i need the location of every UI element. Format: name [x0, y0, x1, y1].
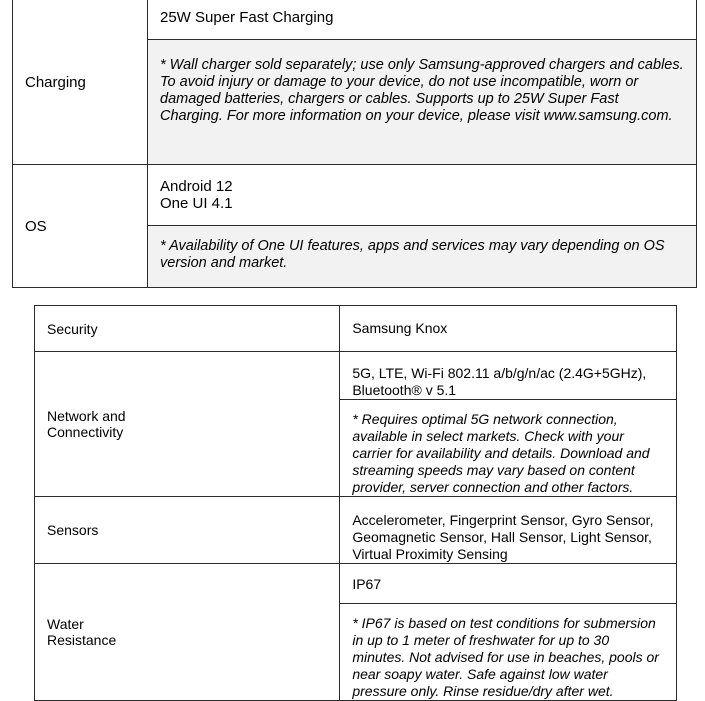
spec-label-line: Resistance — [47, 632, 117, 648]
spec-note-text: * Requires optimal 5G network connection, available in select markets. Check with your carrier for availability and details. Download and streaming speeds may vary based on content provider, server connection and other factors. — [352, 411, 650, 495]
spec-note-text: * IP67 is based on test conditions for submersion in up to 1 meter of freshwater for up to 30 minutes. Not advised for use in beaches, pools or near soapy water. Safe against low water pressure only. Rinse residue/dry after wet. — [352, 615, 659, 699]
spec-label-network — [35, 352, 340, 497]
spec-value-water-resistance — [340, 564, 677, 604]
spec-value-text: Samsung Knox — [352, 320, 448, 336]
spec-label-os — [13, 165, 148, 288]
spec-label-text: OS — [25, 217, 47, 235]
spec-value-os — [148, 165, 697, 226]
spec-label-security — [35, 306, 340, 352]
spec-value-text: Accelerometer, Fingerprint Sensor, Gyro Sensor, Geomagnetic Sensor, Hall Sensor, Light Sensor, Virtual Proximity Sensing — [352, 512, 654, 562]
spec-table-security-sensors — [34, 305, 677, 701]
spec-label-charging — [13, 0, 148, 165]
spec-value-line: Android 12 — [160, 178, 233, 195]
spec-value-line: One UI 4.1 — [160, 195, 233, 212]
spec-value-text: IP67 — [352, 576, 382, 592]
spec-value-sensors — [340, 497, 677, 564]
spec-value-text: 25W Super Fast Charging — [160, 9, 334, 26]
spec-label-line: Network and — [47, 408, 126, 424]
spec-note-network — [340, 400, 677, 497]
spec-note-text: * Wall charger sold separately; use only Samsung-approved chargers and cables. To avoid injury or damage to your device, do not use incompatible, worn or damaged batteries, chargers or cables. Supports up to 25W Super Fast Charging. For more information on your device, please visit www.samsung.com. — [160, 57, 684, 124]
spec-note-text: * Availability of One UI features, apps and services may vary depending on OS version and market. — [160, 238, 665, 271]
spec-note-water-resistance — [340, 604, 677, 701]
spec-table-charging-os — [12, 0, 697, 288]
spec-label-line: Connectivity — [47, 424, 124, 440]
spec-label-text: Sensors — [47, 522, 99, 538]
spec-note-os — [148, 226, 697, 288]
spec-note-charging — [148, 40, 697, 165]
spec-label-line: Water — [47, 616, 84, 632]
spec-value-charging — [148, 0, 697, 40]
spec-label-text: Security — [47, 320, 98, 337]
spec-label-sensors — [35, 497, 340, 564]
spec-value-text: 5G, LTE, Wi-Fi 802.11 a/b/g/n/ac (2.4G+5GHz), Bluetooth® v 5.1 — [352, 365, 647, 398]
spec-label-water-resistance — [35, 564, 340, 701]
spec-label-text: Charging — [25, 73, 86, 91]
spec-value-network — [340, 352, 677, 400]
spec-value-security — [340, 306, 677, 352]
